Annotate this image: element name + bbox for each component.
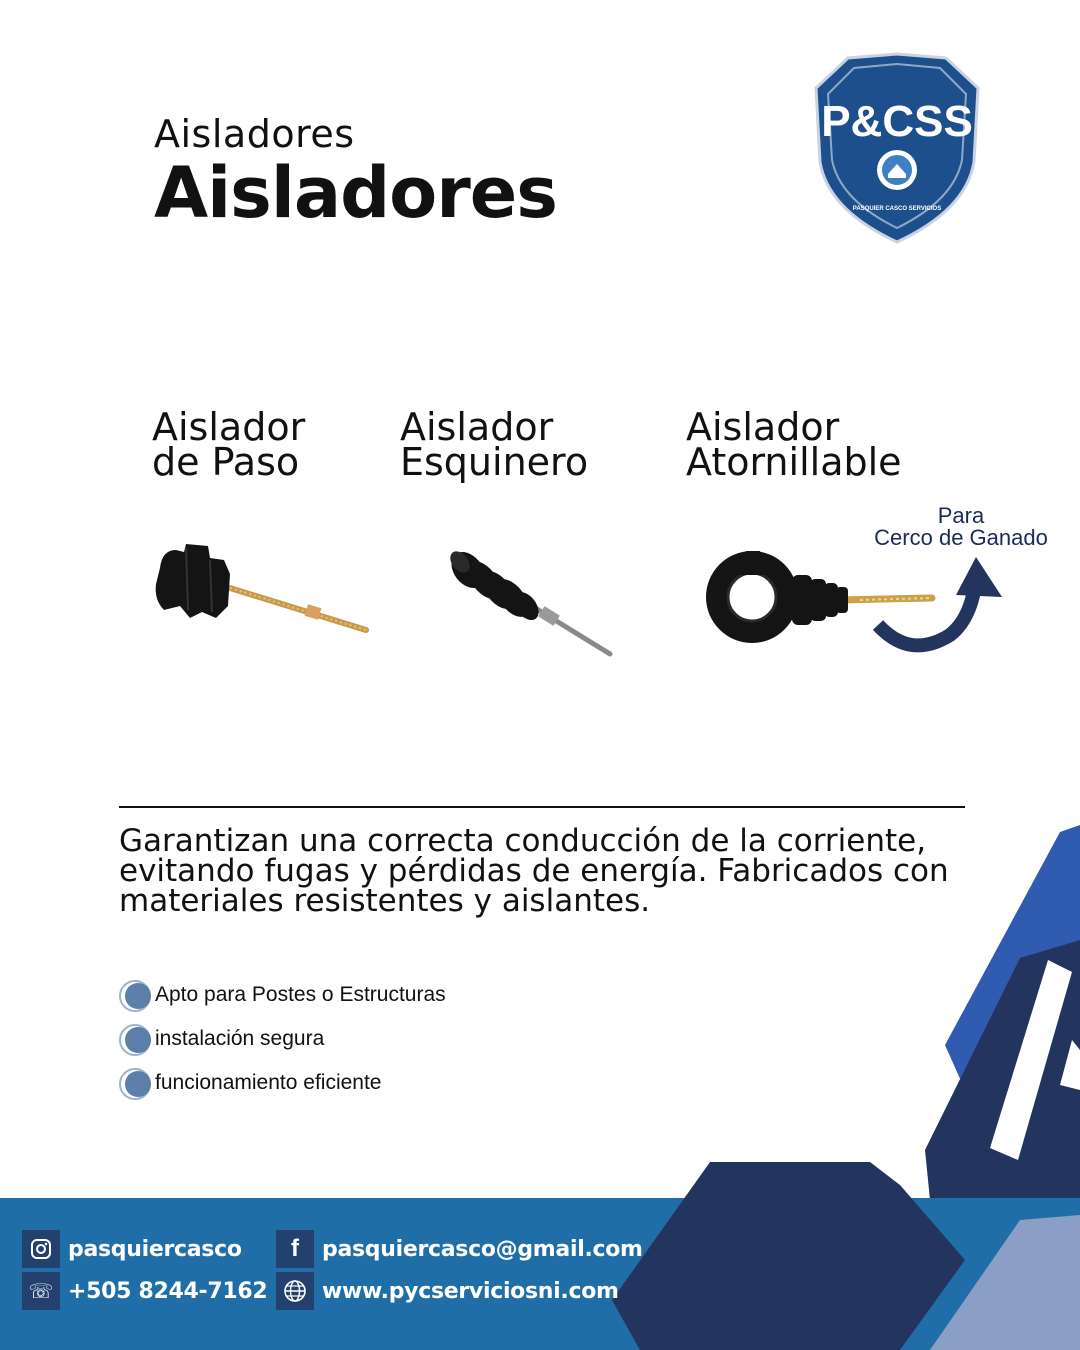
- callout-line2: Cerco de Ganado: [874, 525, 1048, 550]
- bullet-icon: [119, 1023, 151, 1055]
- feature-item: [119, 1065, 381, 1101]
- product-name-line1: Aislador: [686, 405, 840, 449]
- page-subtitle: Aisladores: [154, 112, 355, 156]
- email-address[interactable]: pasquiercasco@gmail.com: [322, 1236, 643, 1262]
- product-image-esquinero: [440, 540, 625, 665]
- product-name-esquinero: [400, 405, 589, 484]
- bullet-icon: [119, 1067, 151, 1099]
- feature-item: [119, 1021, 324, 1057]
- feature-item: [119, 977, 446, 1013]
- feature-text: instalación segura: [155, 1027, 325, 1050]
- contact-phone[interactable]: [22, 1271, 267, 1311]
- callout-cerco-ganado: [856, 505, 1066, 549]
- product-name-line2: de Paso: [152, 440, 300, 484]
- product-name-line1: Aislador: [400, 405, 554, 449]
- svg-text:PASQUIER CASCO SERVICIOS: PASQUIER CASCO SERVICIOS: [852, 206, 942, 212]
- product-image-paso: [150, 540, 375, 640]
- globe-icon: [276, 1272, 314, 1310]
- product-name-line2: Esquinero: [400, 440, 589, 484]
- contact-email[interactable]: [276, 1229, 643, 1269]
- callout-line1: Para: [937, 503, 985, 528]
- product-description: Garantizan una correcta conducción de la corriente, evitando fugas y pérdidas de energía. Fabricados con materiales resistentes y aislantes.: [119, 823, 949, 919]
- contact-instagram[interactable]: [22, 1229, 242, 1269]
- contact-website[interactable]: [276, 1271, 619, 1311]
- bullet-icon: [119, 979, 151, 1011]
- divider: [119, 806, 965, 808]
- instagram-handle[interactable]: pasquiercasco: [68, 1236, 242, 1262]
- facebook-icon: f: [276, 1230, 314, 1268]
- curved-arrow-icon: [870, 555, 1010, 655]
- product-name-paso: [152, 405, 306, 484]
- product-name-atornillable: [686, 405, 902, 484]
- svg-text:P&CSS: P&CSS: [821, 97, 973, 146]
- feature-text: Apto para Postes o Estructuras: [155, 983, 446, 1006]
- company-logo: [808, 50, 986, 246]
- product-name-line2: Atornillable: [686, 440, 902, 484]
- product-name-line1: Aislador: [152, 405, 306, 449]
- website-url[interactable]: www.pycserviciosni.com: [322, 1278, 619, 1304]
- feature-text: funcionamiento eficiente: [155, 1071, 382, 1094]
- instagram-icon: [22, 1230, 60, 1268]
- phone-icon: ☏: [22, 1272, 60, 1310]
- page-title: Aisladores: [154, 152, 557, 234]
- phone-number[interactable]: +505 8244-7162: [68, 1278, 268, 1304]
